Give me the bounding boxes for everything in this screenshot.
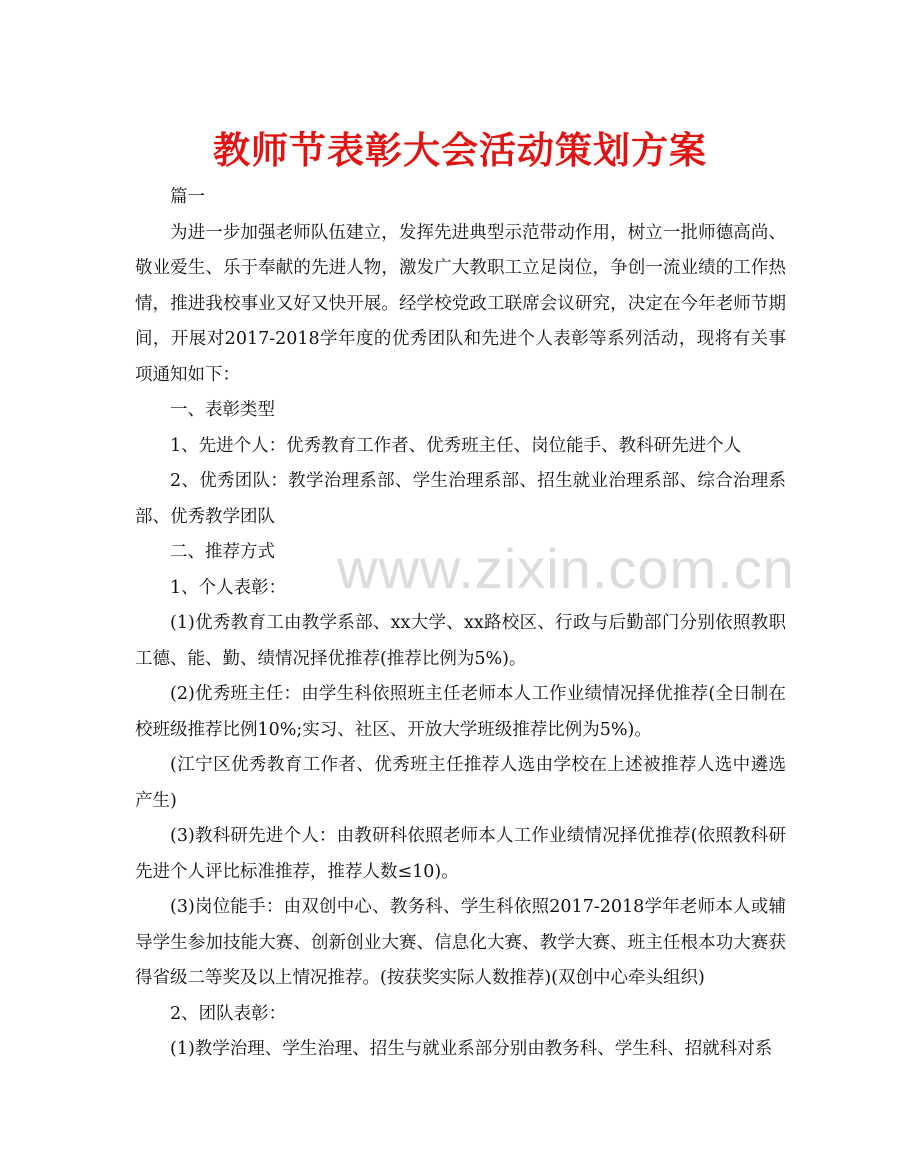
paragraph-advanced-individuals: 1、先进个人：优秀教育工作者、优秀班主任、岗位能手、教科研先进个人 bbox=[170, 435, 742, 456]
intro-paragraph: 为进一步加强老师队伍建立，发挥先进典型示范带动作用，树立一批师德高尚、敬业爱生、乐于奉献的先进人物，激发广大教职工立足岗位，争创一流业绩的工作热情，推进我校事业又好又快开展。经学校党政工联席会议研究，决定在今年老师节期间，开展对2017-2018学年度的优秀团队和先进个人表彰等系列活动，现将有关事项通知如下： bbox=[135, 222, 786, 385]
paragraph-job-experts: (3)岗位能手：由双创中心、教务科、学生科依照2017-2018学年老师本人或辅导学生参加技能大赛、创新创业大赛、信息化大赛、教学大赛、班主任根本功大赛获得省级二等奖及以上情况推荐。(按获奖实际人数推荐)(双创中心牵头组织) bbox=[135, 897, 786, 988]
paragraph-excellent-class-teachers: (2)优秀班主任：由学生科依照班主任老师本人工作业绩情况择优推荐(全日制在校班级推荐比例10%;实习、社区、开放大学班级推荐比例为5%)。 bbox=[135, 684, 786, 740]
paragraph-excellent-teams: 2、优秀团队：教学治理系部、学生治理系部、招生就业治理系部、综合治理系部、优秀教学团队 bbox=[135, 471, 786, 527]
paragraph-excellent-educators: (1)优秀教育工由教学系部、xx大学、xx路校区、行政与后勤部门分别依照教职工德、能、勤、绩情况择优推荐(推荐比例为5%)。 bbox=[135, 613, 786, 669]
heading-individual-awards: 1、个人表彰： bbox=[170, 577, 287, 598]
paragraph-team-recommendation: (1)教学治理、学生治理、招生与就业系部分别由教务科、学生科、招就科对系 bbox=[170, 1039, 773, 1059]
heading-team-awards: 2、团队表彰： bbox=[170, 1003, 287, 1024]
paragraph-jiangning-selection: (江宁区优秀教育工作者、优秀班主任推荐人选由学校在上述被推荐人选中遴选产生) bbox=[135, 755, 786, 811]
heading-award-types: 一、表彰类型 bbox=[170, 400, 275, 420]
document-title: 教师节表彰大会活动策划方案 bbox=[213, 128, 707, 172]
document-body bbox=[135, 180, 786, 1068]
paragraph-research-individuals: (3)教科研先进个人：由教研科依照老师本人工作业绩情况择优推荐(依照教科研先进个人评比标准推荐，推荐人数≤10)。 bbox=[135, 826, 786, 882]
heading-recommendation-methods: 二、推荐方式 bbox=[170, 542, 275, 562]
section-label: 篇一 bbox=[170, 187, 205, 207]
watermark-text: www.zixin.com.cn bbox=[337, 537, 795, 600]
